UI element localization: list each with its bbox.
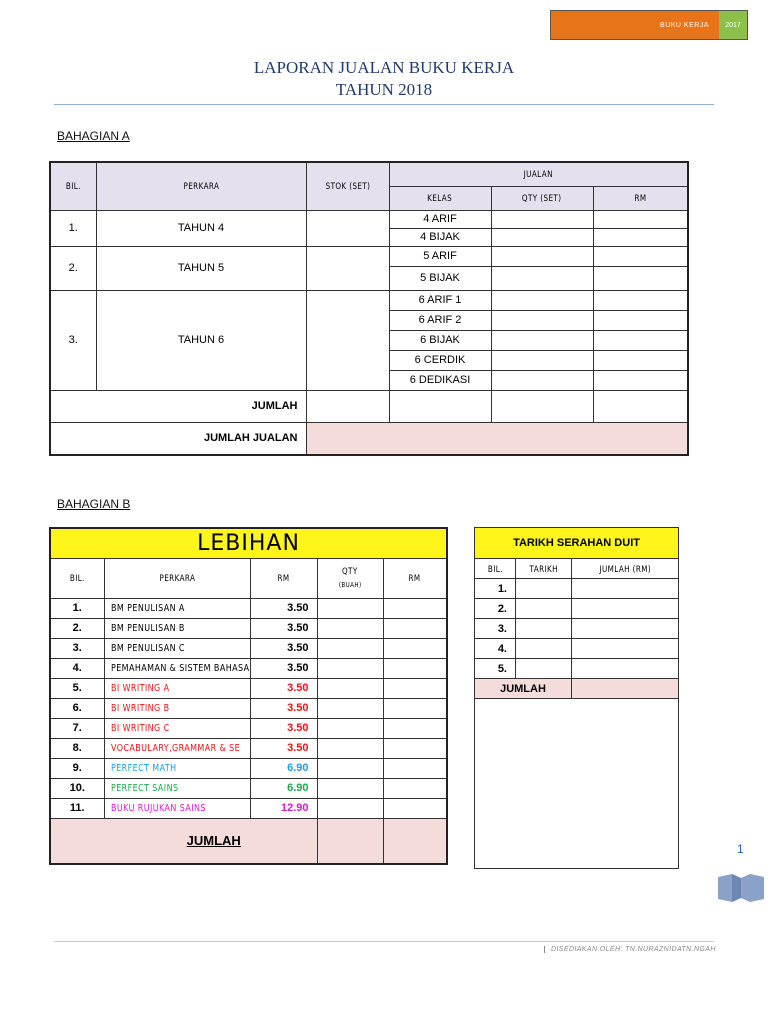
lebihan-row — [50, 658, 447, 678]
lebihan-price: 3.50 — [250, 658, 317, 678]
sales-rm-cell[interactable] — [593, 266, 688, 290]
jumlah-jualan-label: JUMLAH JUALAN — [50, 422, 306, 455]
sales-stok-cell[interactable] — [306, 246, 389, 290]
sales-qty-cell[interactable] — [491, 246, 593, 266]
sales-qty-cell[interactable] — [491, 290, 593, 310]
header-kelas: KELAS — [389, 186, 491, 210]
header-qty: QTY (SET) — [491, 186, 593, 210]
sales-qty-cell[interactable] — [491, 310, 593, 330]
lebihan-qty-cell[interactable] — [317, 618, 383, 638]
sales-qty-cell[interactable] — [491, 370, 593, 390]
tarikh-header-jumlah: JUMLAH (RM) — [572, 559, 679, 579]
sales-stok-cell[interactable] — [306, 290, 389, 390]
sales-rm-cell[interactable] — [593, 210, 688, 228]
section-a-label: BAHAGIAN A — [57, 129, 130, 143]
header-stok: STOK (SET) — [306, 162, 389, 210]
jumlah-label: JUMLAH — [50, 390, 306, 422]
lebihan-price: 3.50 — [250, 638, 317, 658]
tarikh-bil: 2. — [475, 599, 516, 619]
lebihan-rm-cell[interactable] — [383, 678, 447, 698]
lebihan-rm-cell[interactable] — [383, 658, 447, 678]
sales-rm-cell[interactable] — [593, 330, 688, 350]
report-year: TAHUN 2018 — [335, 80, 433, 99]
sales-perkara: TAHUN 5 — [96, 246, 306, 290]
header-bil: BIL. — [50, 162, 96, 210]
tarikh-header-tarikh: TARIKH — [516, 559, 572, 579]
sales-qty-cell[interactable] — [491, 330, 593, 350]
lebihan-perkara: PERFECT MATH — [104, 758, 250, 778]
tarikh-row — [475, 579, 679, 599]
header-badge — [550, 10, 748, 40]
lebihan-row — [50, 738, 447, 758]
tarikh-bil: 1. — [475, 579, 516, 599]
page-number: 1 — [737, 842, 744, 856]
lebihan-row — [50, 758, 447, 778]
lebihan-bil: 2. — [50, 618, 104, 638]
footer-divider — [54, 941, 714, 942]
tarikh-row — [475, 639, 679, 659]
tarikh-row — [475, 599, 679, 619]
sales-perkara: TAHUN 6 — [96, 290, 306, 390]
sales-bil: 2. — [50, 246, 96, 290]
lebihan-row — [50, 698, 447, 718]
lebihan-price: 3.50 — [250, 678, 317, 698]
lebihan-qty-cell[interactable] — [317, 598, 383, 618]
tarikh-amount-cell[interactable] — [572, 659, 679, 679]
sales-kelas: 4 BIJAK — [389, 228, 491, 246]
lebihan-price: 12.90 — [250, 798, 317, 818]
sales-row — [50, 290, 688, 310]
tarikh-date-cell[interactable] — [516, 659, 572, 679]
lebihan-qty-cell[interactable] — [317, 638, 383, 658]
sales-rm-cell[interactable] — [593, 370, 688, 390]
lebihan-bil: 5. — [50, 678, 104, 698]
tarikh-date-cell[interactable] — [516, 579, 572, 599]
tarikh-amount-cell[interactable] — [572, 619, 679, 639]
lebihan-rm-cell[interactable] — [383, 798, 447, 818]
lebihan-row — [50, 718, 447, 738]
sales-kelas: 6 DEDIKASI — [389, 370, 491, 390]
tarikh-date-cell[interactable] — [516, 599, 572, 619]
sales-rm-cell[interactable] — [593, 228, 688, 246]
lebihan-bil: 3. — [50, 638, 104, 658]
sales-qty-cell[interactable] — [491, 266, 593, 290]
header-jualan: JUALAN — [389, 162, 688, 186]
lebihan-qty-cell[interactable] — [317, 698, 383, 718]
jumlah-cell[interactable] — [389, 390, 491, 422]
tarikh-title: TARIKH SERAHAN DUIT — [475, 528, 679, 559]
tarikh-table — [474, 527, 679, 869]
jumlah-cell[interactable] — [593, 390, 688, 422]
lebihan-bil: 4. — [50, 658, 104, 678]
lebihan-price: 6.90 — [250, 758, 317, 778]
tarikh-header-bil: BIL. — [475, 559, 516, 579]
lebihan-jumlah-cell[interactable] — [317, 818, 383, 864]
lebihan-header-perkara: PERKARA — [104, 558, 250, 598]
lebihan-title: LEBIHAN — [50, 528, 447, 558]
lebihan-row — [50, 598, 447, 618]
tarikh-bil: 4. — [475, 639, 516, 659]
sales-row — [50, 210, 688, 228]
lebihan-rm-cell[interactable] — [383, 598, 447, 618]
sales-stok-cell[interactable] — [306, 210, 389, 246]
footer-credit: DISEDIAKAN OLEH: TN.NURAZNIDATN.NGAH — [544, 946, 716, 953]
lebihan-perkara: BI WRITING B — [104, 698, 250, 718]
badge-label: BUKU KERJA — [551, 11, 719, 39]
lebihan-row — [50, 678, 447, 698]
lebihan-perkara: VOCABULARY,GRAMMAR & SE — [104, 738, 250, 758]
lebihan-row — [50, 638, 447, 658]
page-ribbon-icon — [718, 874, 764, 902]
lebihan-table — [49, 527, 448, 865]
lebihan-perkara: PEMAHAMAN & SISTEM BAHASA — [104, 658, 250, 678]
lebihan-header-rm2: RM — [383, 558, 447, 598]
sales-qty-cell[interactable] — [491, 210, 593, 228]
lebihan-qty-cell[interactable] — [317, 758, 383, 778]
lebihan-rm-cell[interactable] — [383, 738, 447, 758]
lebihan-qty-cell[interactable] — [317, 778, 383, 798]
title-divider — [54, 104, 714, 105]
sales-kelas: 6 CERDIK — [389, 350, 491, 370]
tarikh-date-cell[interactable] — [516, 639, 572, 659]
lebihan-qty-cell[interactable] — [317, 738, 383, 758]
lebihan-price: 6.90 — [250, 778, 317, 798]
section-b-label: BAHAGIAN B — [57, 497, 131, 511]
tarikh-amount-cell[interactable] — [572, 639, 679, 659]
lebihan-perkara: BM PENULISAN B — [104, 618, 250, 638]
lebihan-price: 3.50 — [250, 698, 317, 718]
lebihan-perkara: BI WRITING A — [104, 678, 250, 698]
lebihan-row — [50, 798, 447, 818]
lebihan-bil: 9. — [50, 758, 104, 778]
lebihan-qty-cell[interactable] — [317, 718, 383, 738]
lebihan-bil: 6. — [50, 698, 104, 718]
tarikh-amount-cell[interactable] — [572, 599, 679, 619]
sales-row — [50, 246, 688, 266]
lebihan-qty-cell[interactable] — [317, 678, 383, 698]
sales-kelas: 6 ARIF 2 — [389, 310, 491, 330]
lebihan-rm-cell[interactable] — [383, 618, 447, 638]
sales-kelas: 6 ARIF 1 — [389, 290, 491, 310]
tarikh-bil: 3. — [475, 619, 516, 639]
lebihan-perkara: BI WRITING C — [104, 718, 250, 738]
lebihan-header-bil: BIL. — [50, 558, 104, 598]
lebihan-bil: 1. — [50, 598, 104, 618]
lebihan-price: 3.50 — [250, 718, 317, 738]
lebihan-rm-cell[interactable] — [383, 718, 447, 738]
lebihan-jumlah-label: JUMLAH — [50, 818, 317, 864]
sales-table — [49, 161, 689, 456]
sales-kelas: 5 BIJAK — [389, 266, 491, 290]
lebihan-row — [50, 778, 447, 798]
lebihan-perkara: PERFECT SAINS — [104, 778, 250, 798]
lebihan-header-rm: RM — [250, 558, 317, 598]
lebihan-bil: 10. — [50, 778, 104, 798]
sales-rm-cell[interactable] — [593, 290, 688, 310]
lebihan-bil: 8. — [50, 738, 104, 758]
sales-rm-cell[interactable] — [593, 246, 688, 266]
lebihan-perkara: BUKU RUJUKAN SAINS — [104, 798, 250, 818]
sales-bil: 1. — [50, 210, 96, 246]
tarikh-row — [475, 619, 679, 639]
sales-qty-cell[interactable] — [491, 228, 593, 246]
tarikh-bil: 5. — [475, 659, 516, 679]
report-title: LAPORAN JUALAN BUKU KERJA — [253, 58, 515, 77]
sales-rm-cell[interactable] — [593, 350, 688, 370]
lebihan-perkara: BM PENULISAN C — [104, 638, 250, 658]
header-rm: RM — [593, 186, 688, 210]
lebihan-price: 3.50 — [250, 738, 317, 758]
lebihan-header-qty: QTY (BUAH) — [317, 558, 383, 598]
tarikh-date-cell[interactable] — [516, 619, 572, 639]
tarikh-row — [475, 659, 679, 679]
sales-qty-cell[interactable] — [491, 350, 593, 370]
tarikh-amount-cell[interactable] — [572, 579, 679, 599]
lebihan-perkara: BM PENULISAN A — [104, 598, 250, 618]
lebihan-bil: 11. — [50, 798, 104, 818]
lebihan-row — [50, 618, 447, 638]
lebihan-jumlah-cell[interactable] — [383, 818, 447, 864]
sales-rm-cell[interactable] — [593, 310, 688, 330]
tarikh-jumlah-label: JUMLAH — [475, 679, 572, 699]
jumlah-cell[interactable] — [491, 390, 593, 422]
jumlah-jualan-cell[interactable] — [306, 422, 688, 455]
tarikh-jumlah-cell[interactable] — [572, 679, 679, 699]
lebihan-rm-cell[interactable] — [383, 638, 447, 658]
lebihan-price: 3.50 — [250, 618, 317, 638]
lebihan-bil: 7. — [50, 718, 104, 738]
lebihan-price: 3.50 — [250, 598, 317, 618]
jumlah-cell[interactable] — [306, 390, 389, 422]
tarikh-notes-area — [475, 699, 679, 869]
sales-perkara: TAHUN 4 — [96, 210, 306, 246]
lebihan-rm-cell[interactable] — [383, 698, 447, 718]
lebihan-rm-cell[interactable] — [383, 758, 447, 778]
sales-kelas: 5 ARIF — [389, 246, 491, 266]
sales-bil: 3. — [50, 290, 96, 390]
lebihan-qty-cell[interactable] — [317, 658, 383, 678]
header-perkara: PERKARA — [96, 162, 306, 210]
lebihan-qty-cell[interactable] — [317, 798, 383, 818]
sales-kelas: 4 ARIF — [389, 210, 491, 228]
lebihan-rm-cell[interactable] — [383, 778, 447, 798]
badge-year: 2017 — [719, 11, 747, 39]
sales-kelas: 6 BIJAK — [389, 330, 491, 350]
